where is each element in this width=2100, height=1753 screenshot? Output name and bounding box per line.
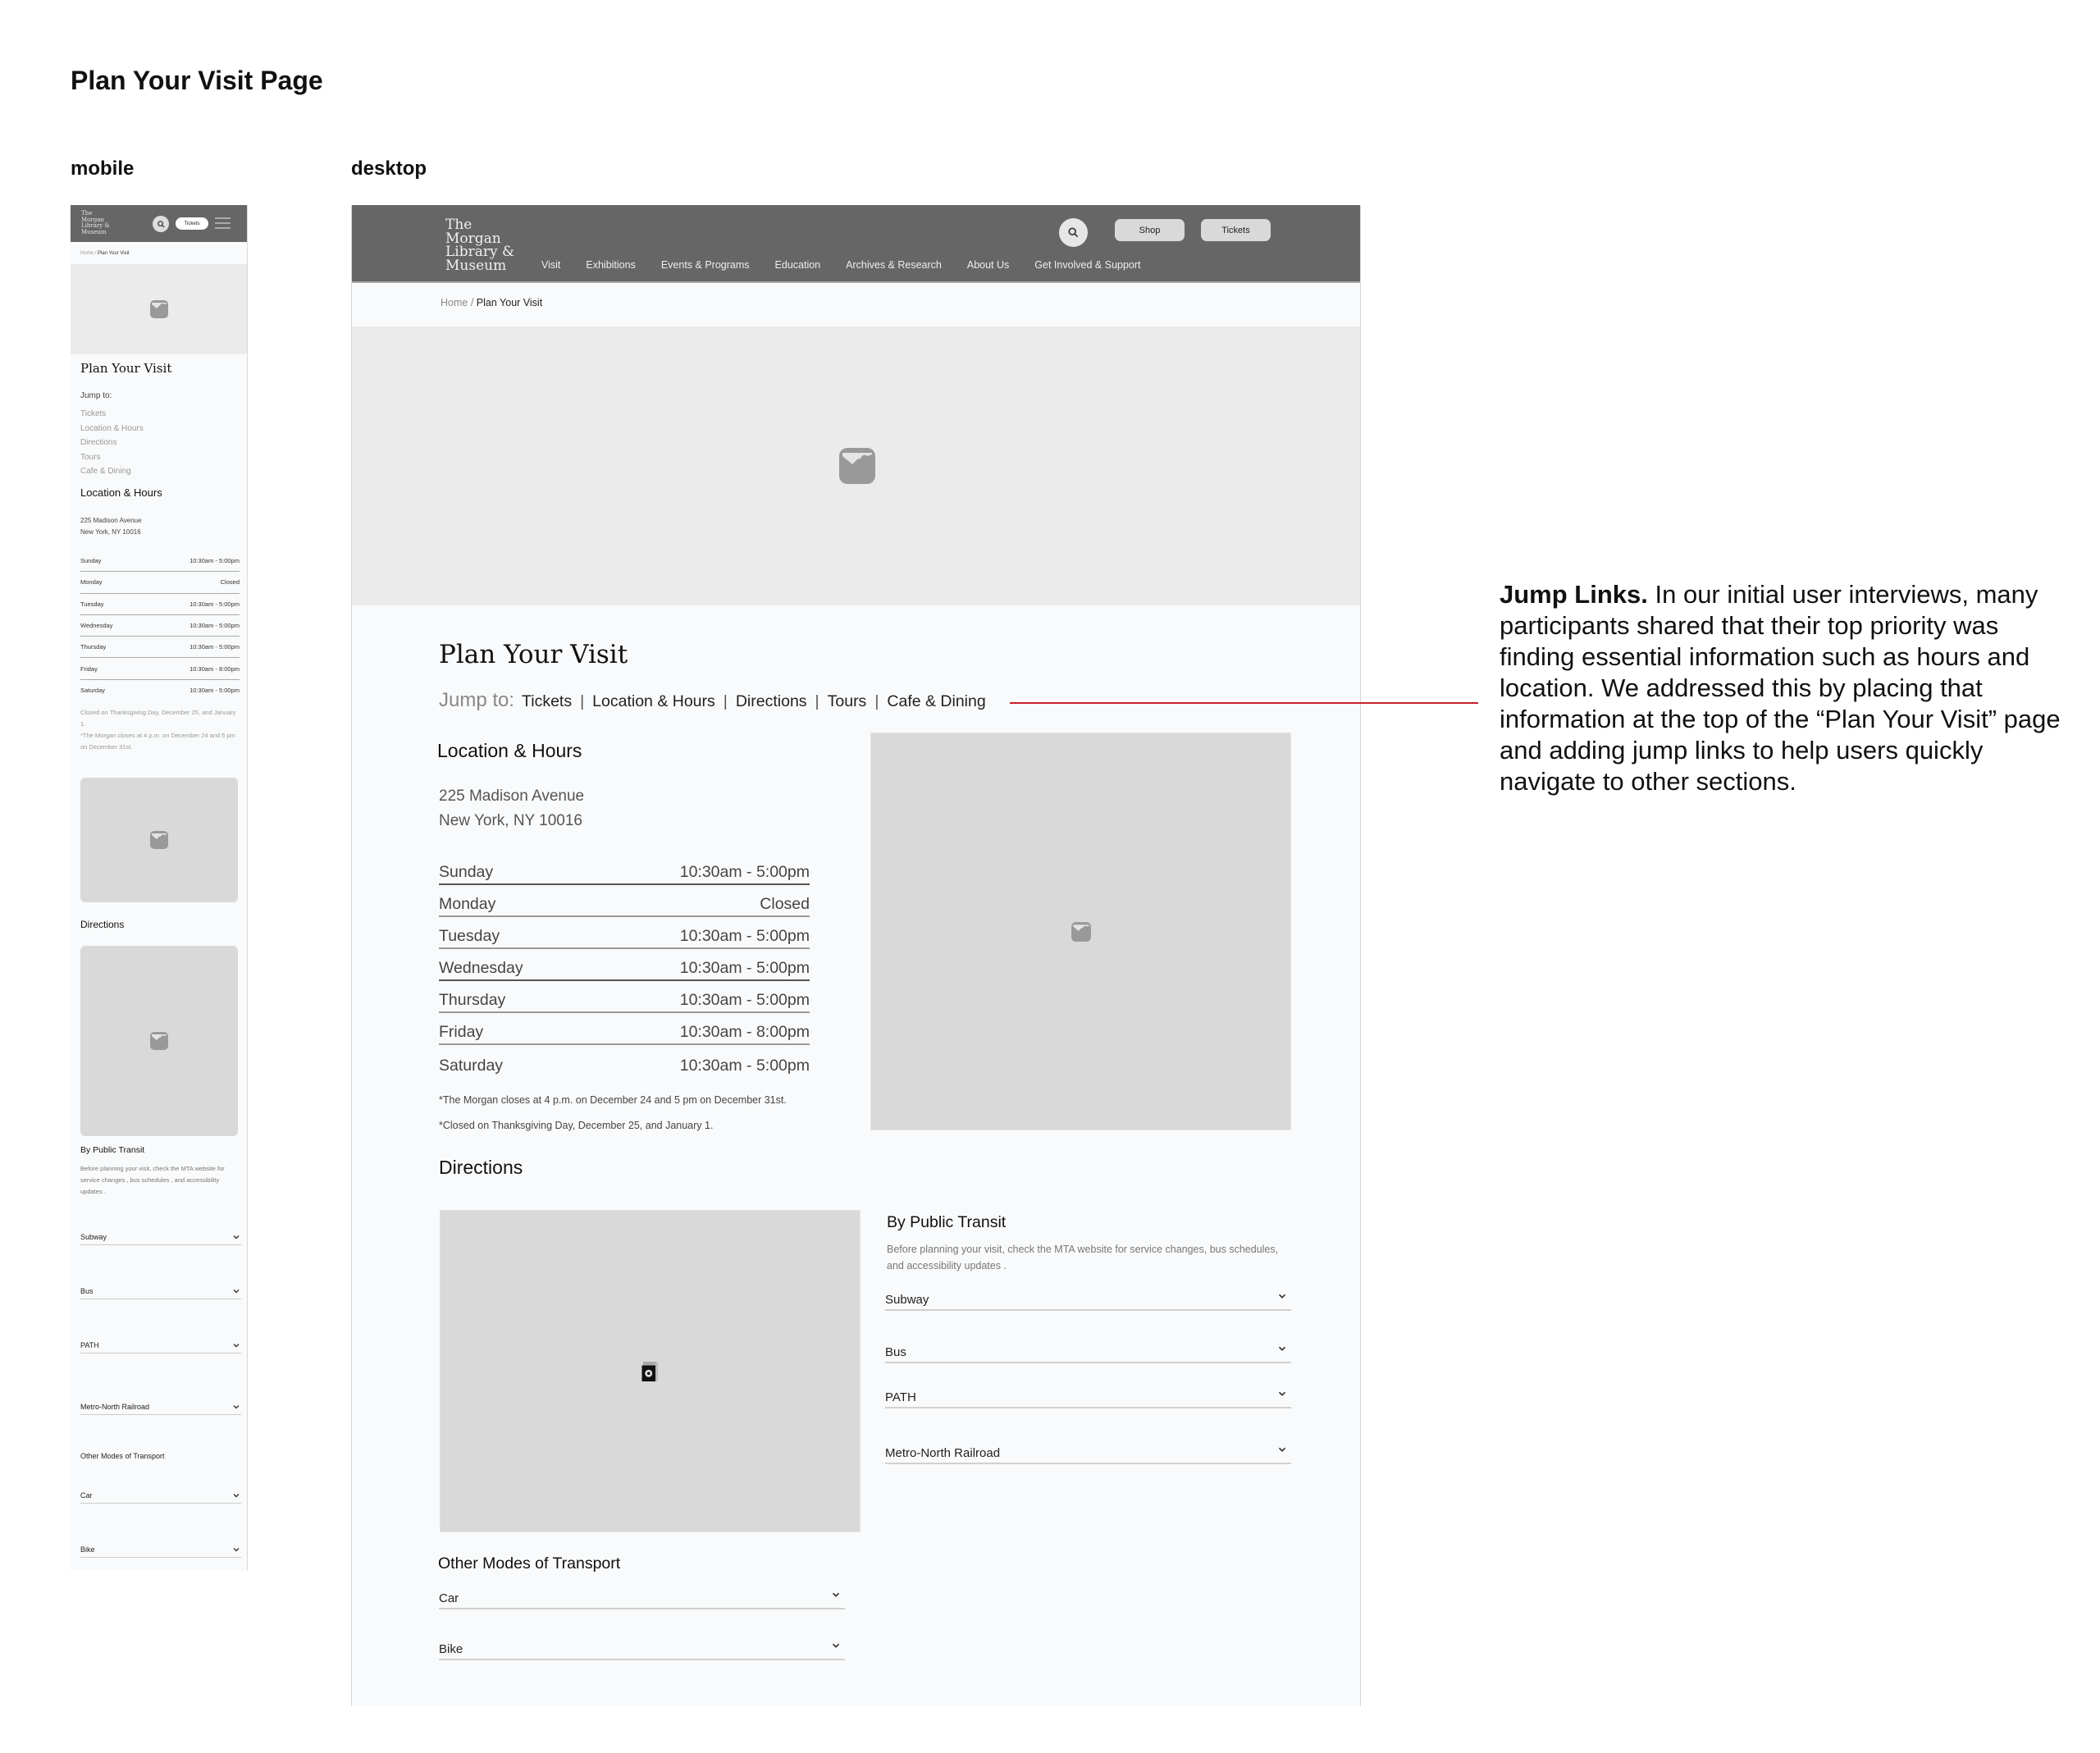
site-header (352, 205, 1361, 283)
chevron-down-icon (1276, 1343, 1288, 1354)
public-transit-text: Before planning your visit, check the MTA website for service changes, bus schedules, and accessibility updates . (887, 1244, 1279, 1271)
jump-to-label: Jump to: (80, 391, 112, 400)
hours-row (439, 981, 810, 1013)
time: 10:30am - 8:00pm (189, 664, 240, 673)
directions-heading: Directions (80, 919, 125, 930)
hours-row (439, 853, 810, 885)
chevron-down-icon (231, 1491, 241, 1500)
day: Thursday (80, 643, 107, 651)
accordion-path[interactable] (885, 1384, 1291, 1408)
page-heading: Plan Your Visit (80, 361, 172, 376)
day: Sunday (80, 557, 102, 565)
jump-link-tickets[interactable]: Tickets (80, 409, 107, 418)
hours-row (80, 637, 240, 658)
location-hours-heading: Location & Hours (80, 486, 162, 499)
logo-line: The (445, 217, 472, 233)
jump-link-directions[interactable]: Directions (735, 692, 807, 710)
accordion-label: Car (80, 1491, 93, 1500)
nav-get-involved[interactable]: Get Involved & Support (1034, 259, 1141, 271)
breadcrumb-separator: / (470, 297, 474, 308)
chevron-down-icon (830, 1640, 842, 1651)
time: Closed (220, 578, 240, 587)
logo-line: Museum (81, 228, 107, 235)
annotation (1500, 579, 2074, 797)
chevron-down-icon (231, 1402, 241, 1412)
shop-button[interactable]: Shop (1115, 219, 1185, 241)
jump-link-tickets[interactable]: Tickets (522, 692, 573, 710)
public-transit-heading: By Public Transit (80, 1145, 145, 1155)
chevron-down-icon (231, 1286, 241, 1296)
jump-separator: | (723, 692, 728, 710)
address (80, 515, 142, 538)
note: *The Morgan closes at 4 p.m. on December 24 and 5 pm on December 31st. (80, 732, 235, 751)
note: Closed on Thanksgiving Day, December 25, and January 1. (80, 709, 236, 728)
breadcrumb-current: Plan Your Visit (476, 297, 543, 308)
annotation-body: In our initial user interviews, many participants shared that their top priority was finding essential information such as hours and location. We addressed this by placing that information at the top of the “Plan Your Visit” page and adding jump links to help users quickly navigate to other sections. (1500, 580, 2061, 796)
jump-link-cafe-dining[interactable]: Cafe & Dining (887, 692, 986, 710)
day: Tuesday (80, 600, 104, 608)
breadcrumb (80, 251, 130, 256)
page-heading: Plan Your Visit (439, 640, 628, 669)
accordion-subway[interactable] (885, 1286, 1291, 1311)
logo-line: Library & (445, 244, 515, 260)
day: Friday (80, 664, 98, 673)
hours-notes (439, 1088, 787, 1139)
accordion-label: Metro-North Railroad (80, 1402, 150, 1411)
day: Sunday (439, 863, 494, 881)
hours-row (439, 1013, 810, 1045)
accordion-label: PATH (885, 1390, 916, 1404)
jump-link-tours[interactable]: Tours (80, 452, 101, 462)
nav-about-us[interactable]: About Us (966, 259, 1010, 271)
day: Friday (439, 1023, 484, 1041)
mobile-label: mobile (71, 157, 135, 180)
logo[interactable] (81, 211, 110, 235)
accordion-label: Bus (885, 1344, 906, 1359)
search-button[interactable] (1059, 218, 1088, 247)
logo-line: Library & (81, 222, 110, 229)
tickets-button[interactable]: Tickets (176, 217, 208, 230)
search-button[interactable] (153, 216, 169, 232)
jump-link-location-hours[interactable]: Location & Hours (592, 692, 715, 710)
time: 10:30am - 5:00pm (189, 622, 240, 630)
main-nav (541, 259, 1166, 271)
hours-row (80, 658, 240, 679)
location-image (80, 778, 238, 902)
hours-row (80, 572, 240, 593)
time: 10:30am - 5:00pm (679, 927, 810, 945)
chevron-down-icon (1276, 1388, 1288, 1399)
time: 10:30am - 5:00pm (189, 643, 240, 651)
accordion-label: Subway (885, 1292, 929, 1307)
directions-heading: Directions (439, 1157, 523, 1178)
hours-row (80, 594, 240, 615)
location-image (870, 733, 1291, 1130)
hours-row (439, 949, 810, 981)
image-placeholder-icon (149, 830, 169, 850)
accordion-label: Metro-North Railroad (885, 1445, 1001, 1460)
chevron-down-icon (1276, 1290, 1288, 1302)
hero-image (71, 264, 248, 354)
logo-line: The (81, 210, 93, 217)
accordion-subway[interactable] (80, 1229, 241, 1245)
accordion-label: PATH (80, 1340, 99, 1349)
annotation-title: Jump Links. (1500, 580, 1648, 609)
accordion-bus[interactable] (885, 1339, 1291, 1363)
jump-separator: | (815, 692, 819, 710)
accordion-bus[interactable] (80, 1283, 241, 1299)
time: 10:30am - 5:00pm (189, 600, 240, 608)
other-transport-heading: Other Modes of Transport (438, 1554, 621, 1573)
jump-link-directions[interactable]: Directions (80, 438, 117, 447)
accordion-label: Car (439, 1591, 459, 1605)
logo-line: Morgan (81, 216, 104, 223)
logo-line: Morgan (445, 230, 501, 247)
search-icon (1068, 227, 1079, 238)
breadcrumb-home[interactable]: Home (441, 297, 468, 308)
nav-visit[interactable]: Visit (541, 259, 561, 271)
accordion-car[interactable] (439, 1585, 845, 1609)
chevron-down-icon (231, 1232, 241, 1242)
time: 10:30am - 5:00pm (679, 959, 810, 977)
logo-line: Museum (445, 257, 507, 274)
hours-row (80, 615, 240, 637)
location-hours-heading: Location & Hours (437, 740, 582, 761)
nav-archives-research[interactable]: Archives & Research (846, 259, 942, 271)
breadcrumb-current: Plan Your Visit (98, 251, 130, 256)
time: 10:30am - 5:00pm (189, 557, 240, 565)
address-line: 225 Madison Avenue (80, 517, 142, 524)
time: 10:30am - 8:00pm (679, 1023, 810, 1041)
address (439, 784, 584, 833)
breadcrumb (441, 297, 542, 308)
accordion-label: Bus (80, 1286, 94, 1295)
jump-links (439, 689, 986, 712)
address-line: 225 Madison Avenue (439, 787, 585, 805)
accordion-metro-north[interactable] (80, 1399, 241, 1415)
public-transit-heading: By Public Transit (887, 1213, 1007, 1231)
accordion-label: Bike (439, 1641, 463, 1656)
breadcrumb-separator: / (94, 251, 97, 256)
jump-link-cafe-dining[interactable]: Cafe & Dining (80, 467, 131, 476)
chevron-down-icon (1276, 1444, 1288, 1455)
mobile-frame (71, 205, 248, 1571)
hero-image (352, 326, 1361, 605)
jump-link-location-hours[interactable]: Location & Hours (80, 423, 144, 433)
mobile-header (71, 205, 248, 242)
chevron-down-icon (231, 1545, 241, 1554)
hours-row (80, 680, 240, 701)
desktop-label: desktop (351, 157, 427, 180)
hours-table (439, 853, 810, 1077)
map-pin-icon (638, 1359, 663, 1384)
nav-exhibitions[interactable]: Exhibitions (586, 259, 636, 271)
day: Monday (80, 578, 103, 587)
day: Saturday (439, 1057, 504, 1075)
time: 10:30am - 5:00pm (679, 863, 810, 881)
day: Monday (439, 895, 496, 913)
page-title: Plan Your Visit Page (71, 66, 323, 95)
public-transit-text: Before planning your visit, check the MTA website for service changes , bus schedules , and accessibility updates . (80, 1165, 225, 1195)
time: Closed (760, 895, 810, 913)
chevron-down-icon (231, 1340, 241, 1350)
jump-links (80, 407, 144, 479)
day: Saturday (80, 687, 106, 695)
accordion-metro-north[interactable] (885, 1440, 1291, 1464)
time: 10:30am - 5:00pm (189, 687, 240, 695)
note: *The Morgan closes at 4 p.m. on December 24 and 5 pm on December 31st. (439, 1094, 787, 1106)
accordion-path[interactable] (80, 1337, 241, 1354)
accordion-label: Bike (80, 1545, 95, 1554)
other-transport-heading: Other Modes of Transport (80, 1452, 165, 1460)
accordion-bike[interactable] (80, 1541, 241, 1558)
hours-row (439, 885, 810, 917)
logo[interactable] (445, 218, 514, 272)
hamburger-menu-icon[interactable] (215, 217, 231, 229)
day: Thursday (439, 991, 506, 1009)
chevron-down-icon (830, 1589, 842, 1600)
hours-table (80, 550, 240, 701)
image-placeholder-icon (149, 299, 169, 319)
breadcrumb-home[interactable]: Home (80, 251, 94, 256)
day: Wednesday (80, 622, 113, 630)
jump-separator: | (580, 692, 585, 710)
map-image (80, 946, 238, 1136)
jump-link-tours[interactable]: Tours (827, 692, 867, 710)
image-placeholder-icon (149, 1031, 169, 1051)
image-placeholder-icon (838, 446, 877, 486)
nav-events-programs[interactable]: Events & Programs (660, 259, 750, 271)
jump-separator: | (874, 692, 879, 710)
time: 10:30am - 5:00pm (679, 1057, 810, 1075)
time: 10:30am - 5:00pm (679, 991, 810, 1009)
search-icon (158, 221, 165, 228)
image-placeholder-icon (1071, 921, 1092, 943)
accordion-bike[interactable] (439, 1636, 845, 1660)
map-image[interactable] (440, 1210, 861, 1532)
hours-row (80, 550, 240, 572)
hours-row (439, 917, 810, 949)
nav-education[interactable]: Education (774, 259, 821, 271)
note: *Closed on Thanksgiving Day, December 25, and January 1. (439, 1120, 714, 1131)
callout-line (1010, 702, 1478, 704)
address-line: New York, NY 10016 (439, 812, 582, 829)
day: Tuesday (439, 927, 500, 945)
address-line: New York, NY 10016 (80, 528, 141, 536)
tickets-button[interactable]: Tickets (1201, 219, 1271, 241)
hours-row (439, 1045, 810, 1077)
day: Wednesday (439, 959, 523, 977)
hours-notes (80, 707, 236, 753)
jump-to-label: Jump to: (439, 689, 515, 711)
desktop-frame (351, 205, 1361, 1706)
accordion-label: Subway (80, 1232, 107, 1241)
accordion-car[interactable] (80, 1487, 241, 1504)
